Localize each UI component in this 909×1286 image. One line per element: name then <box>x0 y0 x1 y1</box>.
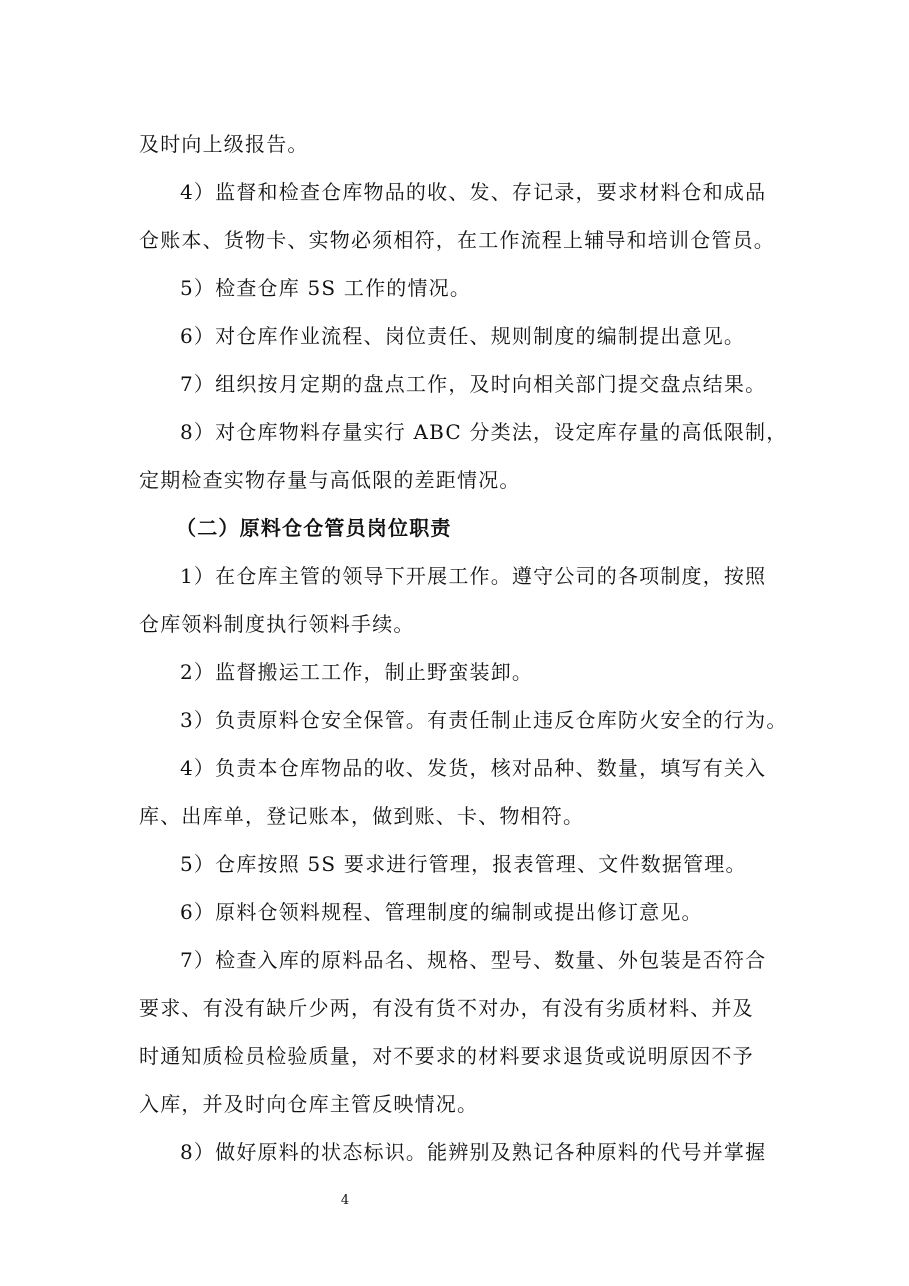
body-text-line: 及时向上级报告。 <box>139 132 309 156</box>
body-text-line: 2）监督搬运工工作，制止野蛮装卸。 <box>180 660 534 684</box>
body-text-line: 7）组织按月定期的盘点工作，及时向相关部门提交盘点结果。 <box>180 372 767 396</box>
body-text-line: 4）监督和检查仓库物品的收、发、存记录，要求材料仓和成品 <box>180 180 767 204</box>
body-text-line: 仓账本、货物卡、实物必须相符，在工作流程上辅导和培训仓管员。 <box>139 228 775 252</box>
body-text-line: 入库，并及时向仓库主管反映情况。 <box>139 1092 479 1116</box>
body-text-line: 7）检查入库的原料品名、规格、型号、数量、外包装是否符合 <box>180 948 767 972</box>
section-heading: （二）原料仓仓管员岗位职责 <box>176 516 452 540</box>
body-text-line: 6）对仓库作业流程、岗位责任、规则制度的编制提出意见。 <box>180 324 746 348</box>
body-text-line: 4）负责本仓库物品的收、发货，核对品种、数量，填写有关入 <box>180 756 767 780</box>
body-text-line: 5）检查仓库 5S 工作的情况。 <box>180 276 472 300</box>
body-text-line: 定期检查实物存量与高低限的差距情况。 <box>139 468 521 492</box>
body-text-line: 要求、有没有缺斤少两，有没有货不对办，有没有劣质材料、并及 <box>139 996 754 1020</box>
body-text-line: 库、出库单，登记账本，做到账、卡、物相符。 <box>139 804 585 828</box>
body-text-line: 8）做好原料的状态标识。能辨别及熟记各种原料的代号并掌握 <box>180 1140 767 1164</box>
body-text-line: 时通知质检员检验质量，对不要求的材料要求退货或说明原因不予 <box>139 1044 754 1068</box>
body-text-line: 仓库领料制度执行领料手续。 <box>139 612 415 636</box>
body-text-line: 3）负责原料仓安全保管。有责任制止违反仓库防火安全的行为。 <box>180 708 788 732</box>
body-text-line: 1）在仓库主管的领导下开展工作。遵守公司的各项制度，按照 <box>180 564 767 588</box>
page-number: 4 <box>340 1193 350 1208</box>
body-text-line: 8）对仓库物料存量实行 ABC 分类法，设定库存量的高低限制， <box>180 420 788 444</box>
body-text-line: 5）仓库按照 5S 要求进行管理，报表管理、文件数据管理。 <box>180 852 747 876</box>
body-text-line: 6）原料仓领料规程、管理制度的编制或提出修订意见。 <box>180 900 703 924</box>
